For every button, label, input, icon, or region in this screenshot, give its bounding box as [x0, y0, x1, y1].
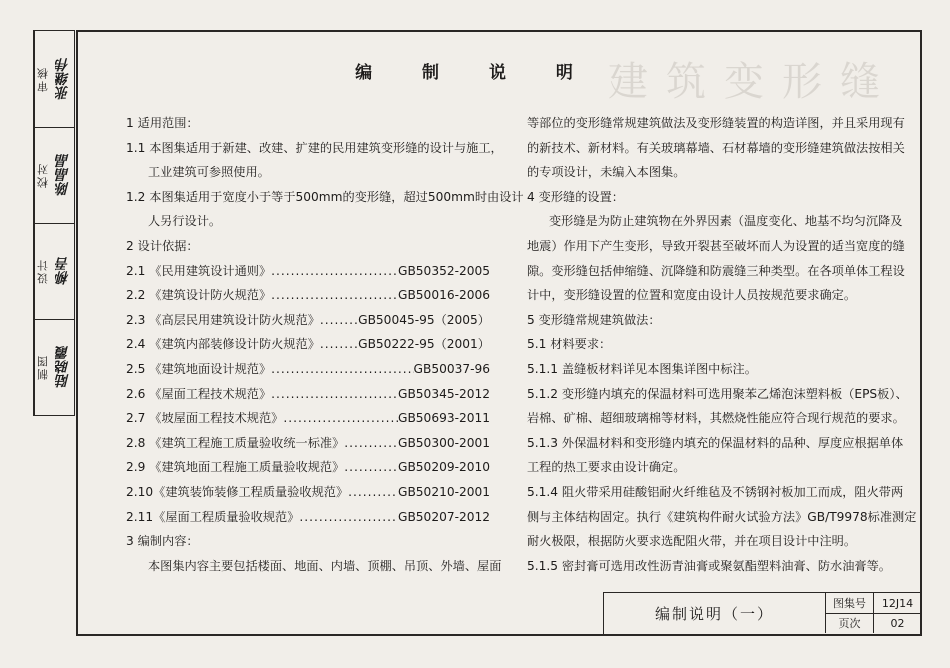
section-heading: 2 设计依据： [126, 238, 199, 253]
reference-code: GB50300-2001 [398, 435, 490, 450]
paragraph-line: 工程的热工要求由设计确定。 [527, 460, 686, 475]
signature-mark: 张继伟 [55, 58, 71, 100]
leader-dots [344, 455, 398, 480]
sidebar-cell-proofread [34, 127, 74, 223]
reference-name: 2.1 《民用建筑设计通则》 [126, 263, 272, 278]
subsection-heading: 5.1 材料要求： [527, 337, 612, 352]
reference-name: 2.3 《高层民用建筑设计防火规范》 [126, 312, 320, 327]
sidebar-label: 校对 [34, 128, 52, 223]
reference-code: GB50207-2012 [398, 509, 490, 524]
reference-name: 2.11《屋面工程质量验收规范》 [126, 509, 300, 524]
leader-dots [344, 431, 398, 456]
paragraph-line: 5.1.2 变形缝内填充的保温材料可选用聚苯乙烯泡沫塑料板（EPS板）、 [527, 386, 908, 401]
sidebar-label: 审核 [34, 31, 52, 127]
title-block [603, 592, 920, 634]
page-title: 编 制 说 明 [355, 63, 595, 83]
reference-item [126, 259, 490, 284]
atlas-number-value: 12J14 [881, 596, 914, 610]
leader-dots [320, 308, 358, 333]
right-column [527, 111, 917, 578]
reference-code: GB50222-95（2001） [358, 337, 490, 352]
reference-item [126, 455, 490, 480]
leader-dots [271, 382, 398, 407]
paragraph-line: 的新技术、新材料。有关玻璃幕墙、石材幕墙的变形缝建筑做法按相关 [527, 140, 905, 155]
reference-code: GB50693-2011 [398, 411, 490, 426]
reference-item [126, 406, 490, 431]
sheet-title: 编制说明（一） [604, 593, 826, 633]
paragraph-line: 岩棉、矿棉、超细玻璃棉等材料，其燃烧性能应符合现行规范的要求。 [527, 411, 905, 426]
section-heading: 4 变形缝的设置： [527, 189, 624, 204]
section-heading: 3 编制内容： [126, 534, 199, 549]
leader-dots [271, 283, 398, 308]
paragraph-line: 侧与主体结构固定。执行《建筑构件耐火试验方法》GB/T9978标准测定 [527, 509, 917, 524]
paragraph-line: 变形缝是为防止建筑物在外界因素（温度变化、地基不均匀沉降及 [549, 214, 903, 229]
sidebar-cell-design [34, 223, 74, 319]
signature-mark: 陆晓霞 [55, 346, 71, 389]
reference-item [126, 308, 490, 333]
sidebar-cell-drafting [34, 319, 74, 415]
reference-name: 2.9 《建筑地面工程施工质量验收规范》 [126, 460, 345, 475]
reference-name: 2.10《建筑装饰装修工程质量验收规范》 [126, 484, 349, 499]
signature-mark: 柳吾 [55, 257, 71, 286]
paragraph-line: 工业建筑可参照使用。 [148, 165, 270, 180]
paragraph-line: 等部位的变形缝常规建筑做法及变形缝装置的构造详图，并且采用现有 [527, 116, 905, 130]
reference-item [126, 480, 490, 505]
sidebar-label: 设计 [34, 224, 52, 319]
atlas-number-label: 图集号 [826, 593, 874, 613]
left-column [126, 111, 524, 578]
reference-code: GB50352-2005 [398, 263, 490, 278]
reference-name: 2.5 《建筑地面设计规范》 [126, 361, 272, 376]
paragraph-line: 1.2 本图集适用于宽度小于等于500mm的变形缝，超过500mm时由设计 [126, 189, 524, 204]
reference-item [126, 505, 490, 530]
leader-dots [271, 259, 398, 284]
paragraph-line: 5.1.1 盖缝板材料详见本图集详图中标注。 [527, 361, 757, 376]
paragraph-line: 5.1.5 密封膏可选用改性沥青油膏或聚氨酯塑料油膏、防水油膏等。 [527, 558, 891, 573]
reference-item [126, 283, 490, 308]
paragraph-line: 耐火极限，根据防火要求选配阻火带，并在项目设计中注明。 [527, 534, 857, 549]
sidebar-label: 制图 [34, 320, 52, 415]
reference-name: 2.8 《建筑工程施工质量验收统一标准》 [126, 435, 345, 450]
paragraph-line: 的专项设计，未编入本图集。 [527, 165, 686, 180]
leader-dots [348, 480, 398, 505]
signature-mark: 陈晶晶 [55, 154, 71, 197]
watermark-text: 建筑变形缝 [608, 59, 898, 105]
reference-item [126, 431, 490, 456]
reference-code: GB50210-2001 [398, 484, 490, 499]
reference-name: 2.4 《建筑内部装修设计防火规范》 [126, 337, 320, 352]
section-heading: 5 变形缝常规建筑做法： [527, 312, 661, 327]
section-heading: 1 适用范围： [126, 116, 199, 130]
leader-dots [299, 505, 398, 530]
reference-code: GB50209-2010 [398, 460, 490, 475]
page-number-value: 02 [890, 616, 905, 630]
paragraph-line: 隙。变形缝包括伸缩缝、沉降缝和防震缝三种类型。在各项单体工程设 [527, 263, 905, 278]
leader-dots [320, 332, 358, 357]
paragraph-line: 人另行设计。 [148, 214, 222, 229]
reference-code: GB50045-95（2005） [358, 312, 490, 327]
reference-code: GB50037-96 [413, 361, 490, 376]
reference-item [126, 332, 490, 357]
reference-item [126, 357, 490, 382]
leader-dots [283, 406, 398, 431]
leader-dots [271, 357, 413, 382]
reference-name: 2.6 《屋面工程技术规范》 [126, 386, 272, 401]
paragraph-line: 计中，变形缝设置的位置和宽度由设计人员按规范要求确定。 [527, 288, 857, 303]
reference-code: GB50345-2012 [398, 386, 490, 401]
paragraph-line: 地震）作用下产生变形，导致开裂甚至破坏而人为设置的适当宽度的缝 [527, 238, 905, 253]
paragraph-line: 1.1 本图集适用于新建、改建、扩建的民用建筑变形缝的设计与施工， [126, 140, 503, 155]
page-number-label: 页次 [826, 613, 874, 633]
paragraph-line: 5.1.4 阻火带采用硅酸铝耐火纤维毡及不锈钢衬板加工而成，阻火带两 [527, 484, 904, 499]
paragraph-line: 本图集内容主要包括楼面、地面、内墙、顶棚、吊顶、外墙、屋面 [148, 558, 502, 573]
reference-item [126, 382, 490, 407]
reference-name: 2.7 《坡屋面工程技术规范》 [126, 411, 284, 426]
reference-code: GB50016-2006 [398, 288, 490, 303]
reference-name: 2.2 《建筑设计防火规范》 [126, 288, 272, 303]
signature-sidebar [33, 30, 75, 416]
paragraph-line: 5.1.3 外保温材料和变形缝内填充的保温材料的品种、厚度应根据单体 [527, 435, 904, 450]
